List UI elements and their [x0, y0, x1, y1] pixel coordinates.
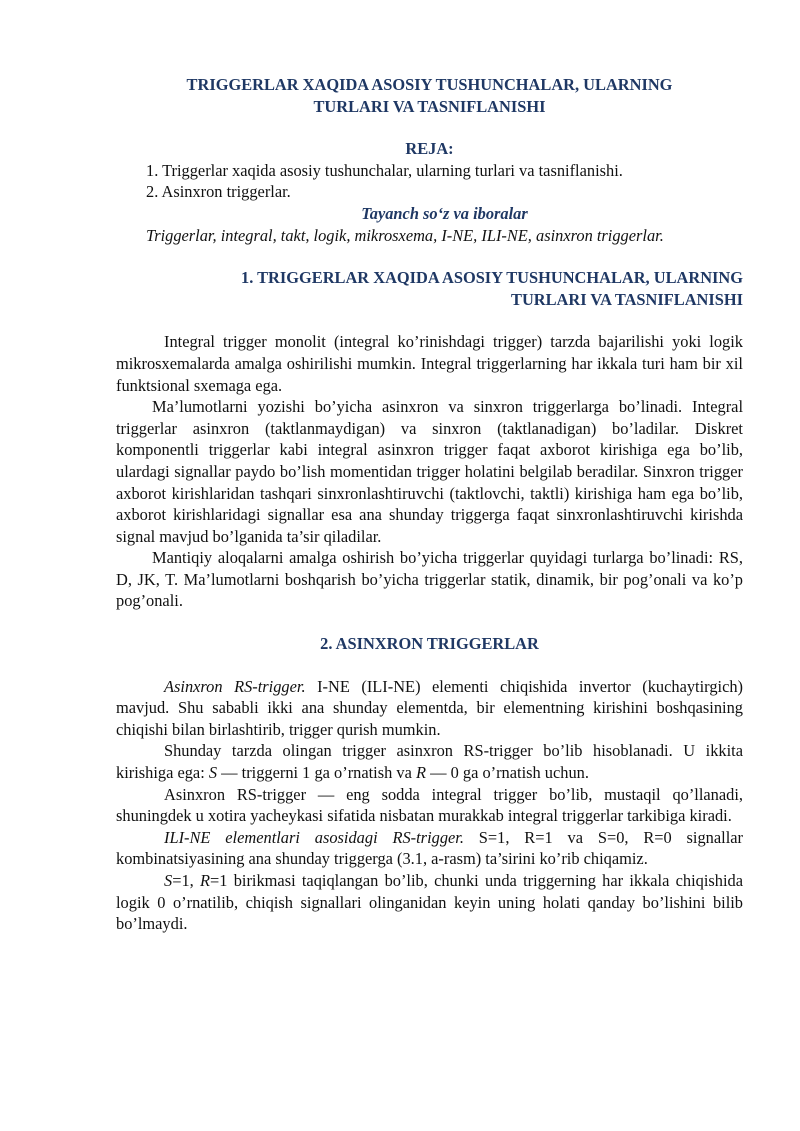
symbol-r: R — [200, 871, 211, 890]
plan-heading: REJA: — [405, 139, 454, 159]
plan-item-2: 2. Asinxron triggerlar. — [146, 182, 291, 202]
section-2-paragraph-2-text-c: — 0 ga o’rnatish uchun. — [426, 763, 589, 783]
keywords-heading: Tayanch so‘z va iboralar — [361, 203, 528, 223]
section-2-paragraph-3: Asinxron RS-trigger — eng sodda integral trigger bo’lib, mustaqil qo’llanadi, shuningdek u xotira yacheykasi sifatida nisbatan murakkab integral triggerlar tarkibiga kiradi. — [116, 784, 743, 826]
document-page — [116, 74, 743, 935]
section-1-paragraph-1: Integral trigger monolit (integral ko’rinishdagi trigger) tarzda bajarilishi yoki logik mikrosxemalarda amalga oshirilishi mumkin. Integral triggerlarning har ikkala turi ham bir xil funktsional sxemaga ega. — [116, 332, 743, 395]
keywords-text: Triggerlar, integral, takt, logik, mikrosxema, I-NE, ILI-NE, asinxron triggerlar. — [146, 225, 664, 245]
section-1-heading-line-1: 1. TRIGGERLAR XAQIDA ASOSIY TUSHUNCHALAR, ULARNING — [241, 268, 743, 288]
section-2-paragraph-4 — [116, 827, 743, 870]
section-2-paragraph-5-text-a: =1, — [172, 871, 200, 890]
section-1-paragraph-3: Mantiqiy aloqalarni amalga oshirish bo’yicha triggerlar quyidagi turlarga bo’linadi: RS, D, JK, T. Ma’lumotlarni boshqarish bo’yicha triggerlar statik, dinamik, bir pog’onali va ko’p pog’onali. — [116, 548, 743, 611]
document-title — [116, 74, 743, 117]
symbol-r: R — [415, 763, 426, 783]
section-2-paragraph-1-lead: Asinxron RS-trigger. — [164, 676, 306, 696]
section-2-paragraph-5 — [116, 870, 743, 935]
section-2-paragraph-2-text-b: — triggerni 1 ga o’rnatish va — [217, 763, 416, 783]
section-1-paragraph-2: Ma’lumotlarni yozishi bo’yicha asinxron va sinxron triggerlarga bo’linadi. Integral triggerlar asinxron (taktlanmaydigan) va sinxron (taktlanadigan) bo’ladilar. Diskret komponentli triggerlar kabi integral asinxron trigger faqat axborot kirishiga ega bo’lib, ulardagi signallar paydo bo’lish momentidan trigger holatini belgilab beradilar. Sinxron trigger axborot kirishlaridan tashqari sinxronlashtiruvchi (taktlovchi, taktli) kirishiga ham ega bo’lib, axborot kirishlaridagi signallar esa ana shunday triggerga faqat sinxronlashtiruvchi kirishda signal mavjud bo’lganida ta’sir qiladilar. — [116, 397, 743, 546]
symbol-s: S — [164, 871, 173, 890]
document-title-line-1: TRIGGERLAR XAQIDA ASOSIY TUSHUNCHALAR, ULARNING — [186, 75, 673, 94]
section-2-paragraph-4-text: S=1, R=1 va S=0, R=0 signallar kombinatsiyasining ana shunday triggerga (3.1, a-rasm) ta’sirini ko’rib chiqamiz. — [116, 827, 743, 869]
section-2-paragraph-1 — [116, 676, 743, 741]
section-2-paragraph-2 — [116, 740, 743, 783]
section-2-paragraph-1-text: I-NE (ILI-NE) elementi chiqishida invertor (kuchaytirgich) mavjud. Shu sababli ikki ana shunday elementda, bir elementning kirishini boshqasining chiqishi bilan birlashtirib, trigger qurish mumkin. — [116, 676, 743, 739]
document-title-line-2: TURLARI VA TASNIFLANISHI — [313, 96, 546, 116]
section-2-heading: 2. ASINXRON TRIGGERLAR — [320, 634, 539, 654]
section-2-paragraph-5-text-b: =1 birikmasi taqiqlangan bo’lib, chunki unda triggerning har ikkala chiqishida logik 0 o’rnatilib, chiqish signallari olinganidan keyin uning holati qanday bo’lishini bilib bo’lmaydi. — [116, 871, 743, 934]
section-2-paragraph-4-lead: ILI-NE elementlari asosidagi RS-trigger. — [164, 827, 464, 847]
plan-item-1: 1. Triggerlar xaqida asosiy tushunchalar, ularning turlari va tasniflanishi. — [146, 160, 623, 180]
symbol-s: S — [208, 763, 218, 783]
section-1-heading-line-2: TURLARI VA TASNIFLANISHI — [511, 289, 743, 309]
section-2-paragraph-2-text-a: Shunday tarzda olingan trigger asinxron RS-trigger bo’lib hisoblanadi. U ikkita kirishiga ega: — [116, 741, 743, 783]
section-1-heading — [116, 267, 743, 310]
